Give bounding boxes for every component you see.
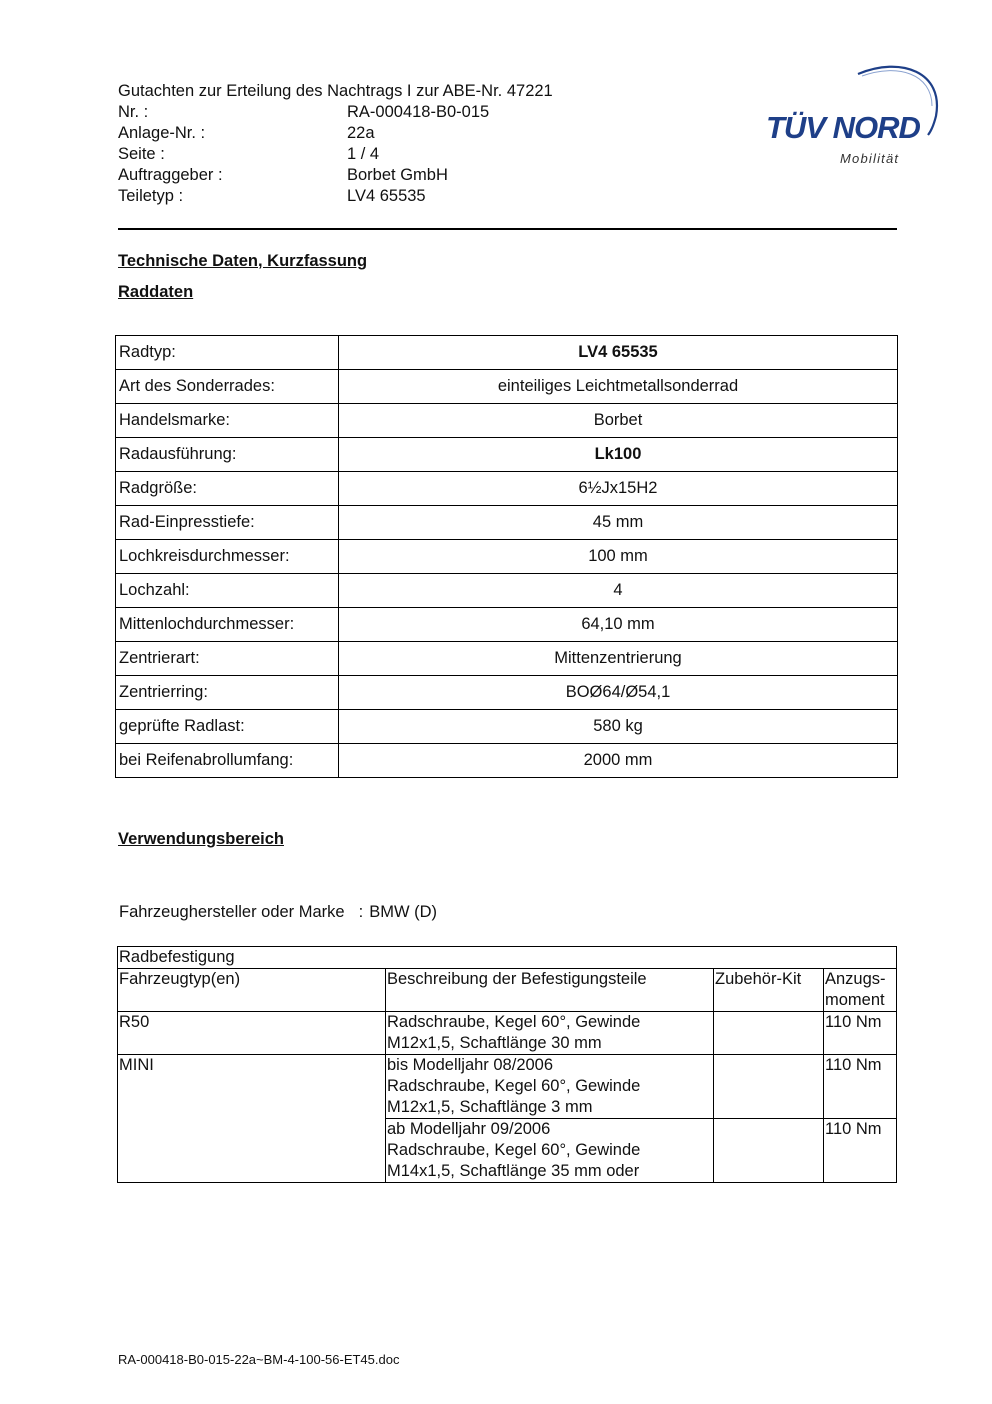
column-header-typ: Fahrzeugtyp(en) <box>118 969 386 1012</box>
cell-typ: R50 <box>118 1012 386 1055</box>
table-row <box>116 404 898 438</box>
maker-separator: : <box>358 903 364 921</box>
header-row-teiletyp <box>118 186 553 207</box>
header-label: Seite : <box>118 145 165 163</box>
header-value: 22a <box>347 124 375 142</box>
table-row <box>118 1055 897 1119</box>
cell-value: LV4 65535 <box>339 336 898 370</box>
column-header-moment-line: Anzugs- <box>825 970 886 988</box>
logo-brand: TÜV NORD <box>766 110 920 145</box>
table-row <box>116 336 898 370</box>
table-row <box>116 472 898 506</box>
table-row <box>116 574 898 608</box>
description-line: Radschraube, Kegel 60°, Gewinde <box>387 1077 641 1095</box>
table-row <box>118 1012 897 1055</box>
header-row-auftraggeber <box>118 165 553 186</box>
cell-label: geprüfte Radlast: <box>116 710 339 744</box>
maker-value: BMW (D) <box>369 903 438 921</box>
raddaten-table <box>115 335 898 778</box>
table-row <box>116 608 898 642</box>
cell-typ: MINI <box>118 1055 386 1183</box>
cell-kit <box>714 1119 824 1183</box>
cell-label: Radtyp: <box>116 336 339 370</box>
table-row <box>116 506 898 540</box>
header-label: Nr. : <box>118 103 149 121</box>
table-title-row <box>118 947 897 969</box>
cell-value: Borbet <box>339 404 898 438</box>
document-title: Gutachten zur Erteilung des Nachtrags I zur ABE-Nr. 47221 <box>118 82 553 100</box>
description-line: M14x1,5, Schaftlänge 35 mm oder <box>387 1162 640 1180</box>
header-label: Teiletyp : <box>118 187 184 205</box>
document-header <box>118 81 553 207</box>
column-header-beschreibung: Beschreibung der Befestigungsteile <box>386 969 714 1012</box>
table-row <box>116 744 898 778</box>
description-line: M12x1,5, Schaftlänge 30 mm <box>387 1034 602 1052</box>
cell-label: Zentrierring: <box>116 676 339 710</box>
cell-value: Lk100 <box>339 438 898 472</box>
header-row-seite <box>118 144 553 165</box>
table-row <box>116 710 898 744</box>
cell-label: Handelsmarke: <box>116 404 339 438</box>
header-label: Anlage-Nr. : <box>118 124 206 142</box>
section-heading-technische-daten: Technische Daten, Kurzfassung <box>118 252 368 270</box>
logo-subtitle: Mobilität <box>840 151 900 166</box>
header-value: 1 / 4 <box>347 145 380 163</box>
cell-value: BOØ64/Ø54,1 <box>339 676 898 710</box>
header-value: LV4 65535 <box>347 187 426 205</box>
maker-label: Fahrzeughersteller oder Marke <box>119 903 345 921</box>
table-header-row <box>118 969 897 1012</box>
column-header-moment <box>824 969 897 1012</box>
header-divider <box>118 228 897 230</box>
cell-moment: 110 Nm <box>824 1055 897 1119</box>
header-label: Auftraggeber : <box>118 166 223 184</box>
table-row <box>116 540 898 574</box>
radbefestigung-table <box>117 946 897 1183</box>
header-value: RA-000418-B0-015 <box>347 103 490 121</box>
header-value: Borbet GmbH <box>347 166 448 184</box>
cell-value: 580 kg <box>339 710 898 744</box>
cell-value: Mittenzentrierung <box>339 642 898 676</box>
cell-label: bei Reifenabrollumfang: <box>116 744 339 778</box>
table-row <box>116 676 898 710</box>
cell-moment: 110 Nm <box>824 1012 897 1055</box>
cell-beschreibung <box>386 1119 714 1183</box>
cell-label: Lochzahl: <box>116 574 339 608</box>
table-row <box>116 438 898 472</box>
cell-beschreibung <box>386 1012 714 1055</box>
tuv-nord-logo <box>766 60 942 170</box>
table-row <box>116 642 898 676</box>
cell-value: einteiliges Leichtmetallsonderrad <box>339 370 898 404</box>
cell-value: 2000 mm <box>339 744 898 778</box>
cell-moment: 110 Nm <box>824 1119 897 1183</box>
cell-value: 100 mm <box>339 540 898 574</box>
vehicle-maker-line <box>119 903 437 922</box>
description-line: M12x1,5, Schaftlänge 3 mm <box>387 1098 593 1116</box>
header-row-nr <box>118 102 553 123</box>
header-row-anlage <box>118 123 553 144</box>
section-heading-raddaten: Raddaten <box>118 283 194 301</box>
cell-label: Radausführung: <box>116 438 339 472</box>
footer-filename: RA-000418-B0-015-22a~BM-4-100-56-ET45.doc <box>118 1352 400 1367</box>
cell-label: Lochkreisdurchmesser: <box>116 540 339 574</box>
section-heading-verwendungsbereich: Verwendungsbereich <box>118 830 284 848</box>
cell-kit <box>714 1055 824 1119</box>
column-header-kit: Zubehör-Kit <box>714 969 824 1012</box>
description-line: ab Modelljahr 09/2006 <box>387 1120 551 1138</box>
description-line: Radschraube, Kegel 60°, Gewinde <box>387 1141 641 1159</box>
cell-label: Art des Sonderrades: <box>116 370 339 404</box>
cell-value: 64,10 mm <box>339 608 898 642</box>
description-line: bis Modelljahr 08/2006 <box>387 1056 554 1074</box>
cell-label: Rad-Einpresstiefe: <box>116 506 339 540</box>
cell-kit <box>714 1012 824 1055</box>
cell-value: 45 mm <box>339 506 898 540</box>
table-title: Radbefestigung <box>118 947 897 969</box>
description-line: Radschraube, Kegel 60°, Gewinde <box>387 1013 641 1031</box>
cell-label: Mittenlochdurchmesser: <box>116 608 339 642</box>
table-row <box>116 370 898 404</box>
cell-value: 6½Jx15H2 <box>339 472 898 506</box>
cell-beschreibung <box>386 1055 714 1119</box>
column-header-moment-line: moment <box>825 991 885 1009</box>
cell-value: 4 <box>339 574 898 608</box>
cell-label: Radgröße: <box>116 472 339 506</box>
cell-label: Zentrierart: <box>116 642 339 676</box>
